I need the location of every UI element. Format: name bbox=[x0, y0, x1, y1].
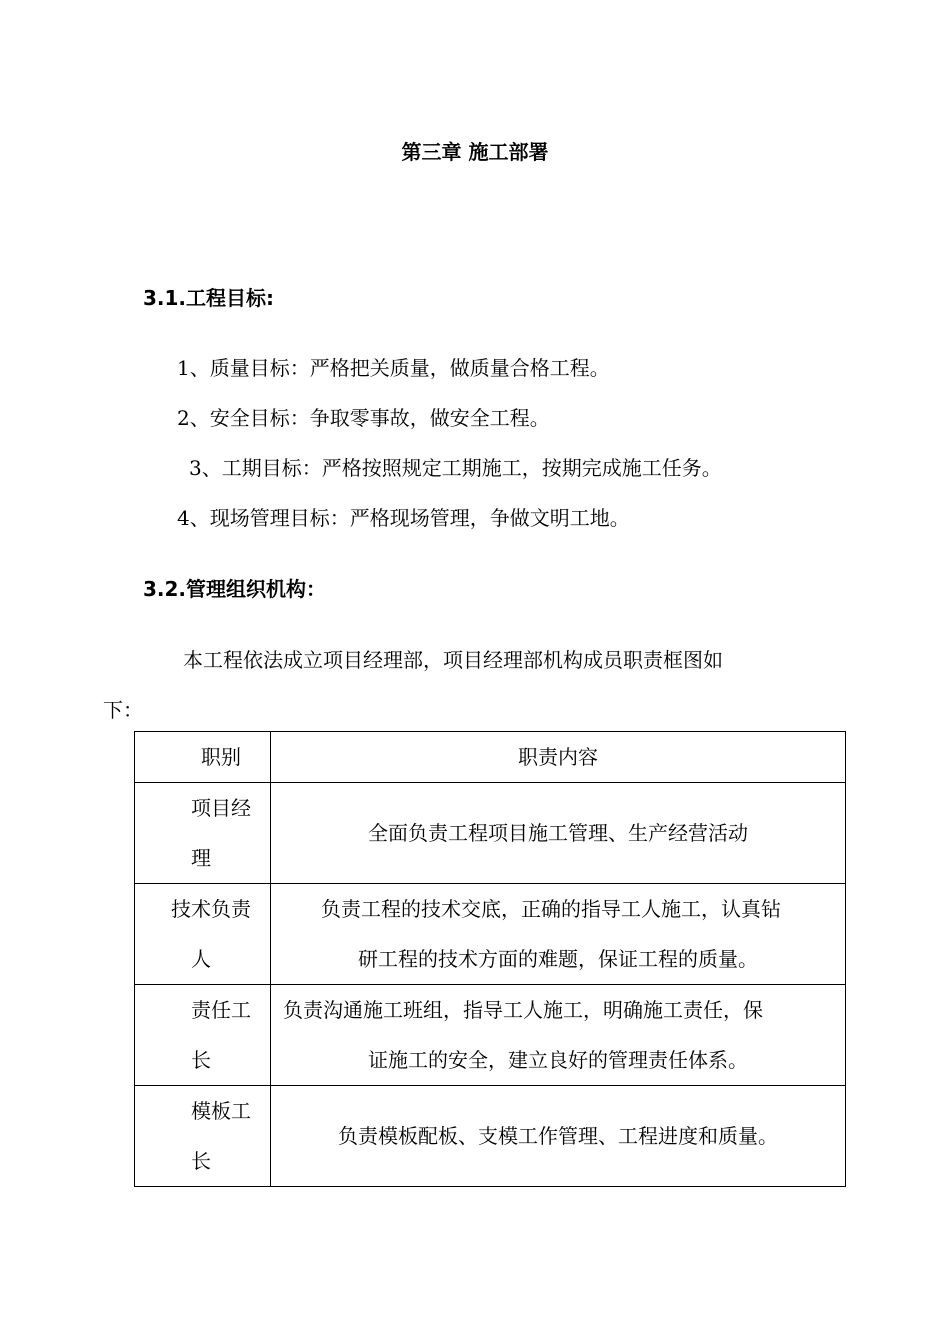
table-row bbox=[135, 884, 846, 985]
goal-item-safety: 2、安全目标：争取零事故，做安全工程。 bbox=[177, 406, 550, 430]
header-duty: 职责内容 bbox=[271, 732, 846, 783]
chapter-title: 第三章 施工部署 bbox=[401, 140, 549, 164]
role-cell bbox=[135, 985, 271, 1086]
intro-line-1: 本工程依法成立项目经理部，项目经理部机构成员职责框图如 bbox=[183, 648, 723, 672]
role-cell bbox=[135, 1086, 271, 1187]
duty-line: 研工程的技术方面的难题，保证工程的质量。 bbox=[358, 947, 758, 971]
goal-item-site-management: 4、现场管理目标：严格现场管理，争做文明工地。 bbox=[177, 506, 630, 530]
intro-line-2: 下： bbox=[103, 698, 143, 722]
role-line: 理 bbox=[191, 846, 211, 870]
goal-item-schedule: 3、工期目标：严格按照规定工期施工，按期完成施工任务。 bbox=[189, 456, 722, 480]
table-header-row bbox=[135, 732, 846, 783]
duty-line: 全面负责工程项目施工管理、生产经营活动 bbox=[368, 821, 748, 845]
duty-cell bbox=[271, 783, 846, 884]
table-row bbox=[135, 783, 846, 884]
duty-line: 负责沟通施工班组，指导工人施工，明确施工责任，保 bbox=[283, 998, 763, 1022]
role-line: 人 bbox=[191, 947, 211, 971]
goal-item-quality: 1、质量目标：严格把关质量，做质量合格工程。 bbox=[177, 356, 610, 380]
role-line: 模板工 bbox=[191, 1099, 251, 1123]
duty-line: 证施工的安全，建立良好的管理责任体系。 bbox=[368, 1048, 748, 1072]
intro-paragraph bbox=[103, 635, 843, 735]
duty-cell bbox=[271, 1086, 846, 1187]
role-line: 责任工 bbox=[191, 998, 251, 1022]
header-role: 职别 bbox=[135, 732, 271, 783]
section-heading-organization: 3.2.管理组织机构： bbox=[143, 577, 327, 601]
duty-table bbox=[134, 731, 846, 1187]
duty-cell bbox=[271, 884, 846, 985]
section-heading-goals: 3.1.工程目标: bbox=[143, 286, 275, 310]
role-cell bbox=[135, 783, 271, 884]
role-line: 长 bbox=[191, 1149, 211, 1173]
table-row bbox=[135, 1086, 846, 1187]
role-line: 技术负责 bbox=[171, 897, 251, 921]
duty-line: 负责工程的技术交底，正确的指导工人施工，认真钻 bbox=[321, 897, 781, 921]
role-line: 项目经 bbox=[191, 796, 251, 820]
duty-cell bbox=[271, 985, 846, 1086]
duty-line: 负责模板配板、支模工作管理、工程进度和质量。 bbox=[338, 1124, 778, 1148]
table-row bbox=[135, 985, 846, 1086]
role-cell bbox=[135, 884, 271, 985]
role-line: 长 bbox=[191, 1048, 211, 1072]
